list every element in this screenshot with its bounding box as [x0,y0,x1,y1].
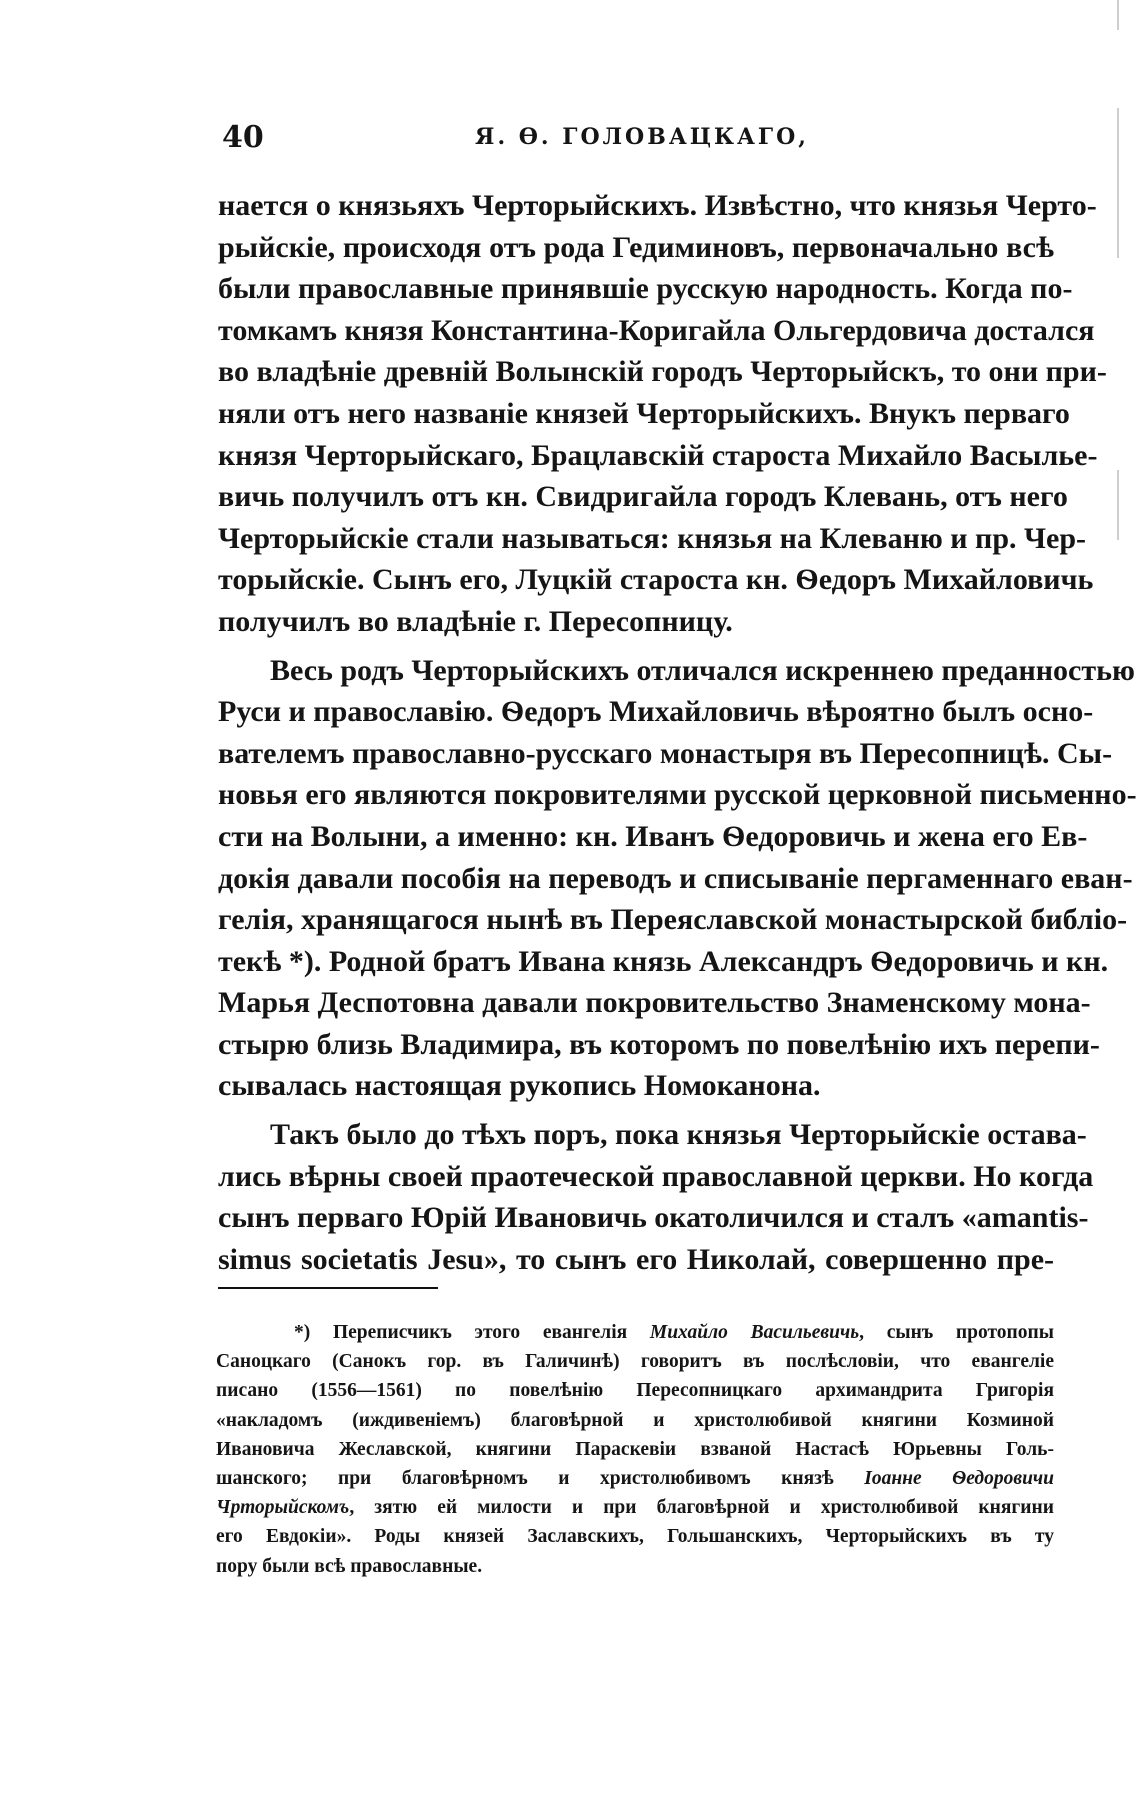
text-line: Весь родъ Черторыйскихъ отличался искреннею преданностью [270,653,1135,687]
text-line: simus societatis Jesu», то сынъ его Николай, совершенно пре- [218,1242,1054,1276]
footnote-line [216,1318,1054,1347]
scan-edge-line [1117,0,1119,30]
text-line: сынъ перваго Юрій Ивановичь окатоличился и сталъ «amantis- [218,1201,1089,1235]
text-line: князя Черторыйскаго, Брацлавскій староста Михайло Васылье- [218,438,1098,472]
running-head: Я. Ѳ. ГОЛОВАЦКАГО, [475,124,809,150]
body-text [218,185,1137,1280]
text-line: текѣ *). Родной братъ Ивана князь Александръ Ѳедоровичь и кн. [218,944,1109,978]
footnote-italic: Чрторыйскомъ [216,1497,350,1519]
text-line: сывалась настоящая рукопись Номоканона. [218,1069,821,1103]
text-line: Марья Деспотовна давали покровительство Знаменскому мона- [218,986,1091,1020]
text-line: сти на Волыни, а именно: кн. Иванъ Ѳедоровичь и жена его Ев- [218,819,1088,853]
text-line: торыйскіе. Сынъ его, Луцкій староста кн. Ѳедоръ Михайловичь [218,563,1094,597]
scan-edge-line [1117,108,1119,258]
footnote [216,1318,1054,1581]
text-line: новья его являются покровителями русской церковной письменно- [218,778,1137,812]
footnote-line: писано (1556—1561) по повелѣнію Пересопницкаго архимандрита Григорія [216,1380,1054,1402]
text-line: во владѣніе древній Волынскій городъ Черторыйскъ, то они при- [218,355,1107,389]
footnote-line: его Евдокіи». Роды князей Заславскихъ, Гольшанскихъ, Черторыйскихъ въ ту [216,1526,1054,1548]
text-line: Черторыйскіе стали называться: князья на Клеваню и пр. Чер- [218,521,1087,555]
footnote-text: *) Переписчикъ этого евангелія [294,1322,650,1343]
text-line: вателемъ православно-русскаго монастыря въ Пересопницѣ. Сы- [218,736,1113,770]
page-number: 40 [222,120,264,155]
footnote-line: Саноцкаго (Санокъ гор. въ Галичинѣ) говоритъ въ послѣсловіи, что евангеліе [216,1351,1054,1373]
footnote-line [216,1493,1054,1522]
text-line: томкамъ князя Константина-Коригайла Ольгердовича достался [218,313,1095,347]
text-line: рыйскіе, происходя отъ рода Гедиминовъ, первоначально всѣ [218,230,1054,264]
text-line: Такъ было до тѣхъ поръ, пока князья Черторыйскіе остава- [270,1118,1087,1152]
text-line: получилъ во владѣніе г. Пересопницу. [218,604,733,638]
footnote-italic: Михайло Васильевичь [649,1322,860,1343]
scan-edge-line [1117,470,1119,540]
text-line: Руси и православію. Ѳедоръ Михайловичь вѣроятно былъ осно- [218,695,1094,729]
footnote-text: шанского; при благовѣрномъ и христолюбивомъ князѣ [216,1467,865,1489]
text-line: лись вѣрны своей праотеческой православной церкви. Но когда [218,1159,1094,1193]
page-header [222,120,1062,160]
footnote-text: , зятю ей милости и при благовѣрной и христолюбивой княгини [349,1497,1054,1519]
footnote-divider [218,1287,438,1289]
footnote-line: Ивановича Жеславской, княгини Параскевіи взваной Настасѣ Юрьевны Голь- [216,1438,1054,1460]
text-line: были православные принявшіе русскую народность. Когда по- [218,272,1073,306]
footnote-line: пору были всѣ православные. [216,1555,483,1577]
text-line: гелія, хранящагося нынѣ въ Переяславской монастырской библіо- [218,903,1128,937]
footnote-italic: Іоанне Ѳедоровичи [864,1467,1054,1489]
footnote-line: «накладомъ (иждивеніемъ) благовѣрной и христолюбивой княгини Козминой [216,1409,1054,1431]
footnote-text: , сынъ протопопы [859,1322,1054,1343]
text-line: нается о князьяхъ Черторыйскихъ. Извѣстно, что князья Черто- [218,189,1097,222]
text-line: вичь получилъ отъ кн. Свидригайла городъ Клевань, отъ него [218,480,1068,514]
text-line: няли отъ него названіе князей Черторыйскихъ. Внукъ перваго [218,396,1070,430]
text-line: стырю близь Владимира, въ которомъ по повелѣнію ихъ перепи- [218,1027,1100,1061]
footnote-line [216,1464,1054,1493]
text-line: докія давали пособія на переводъ и списываніе пергаменнаго еван- [218,861,1133,895]
